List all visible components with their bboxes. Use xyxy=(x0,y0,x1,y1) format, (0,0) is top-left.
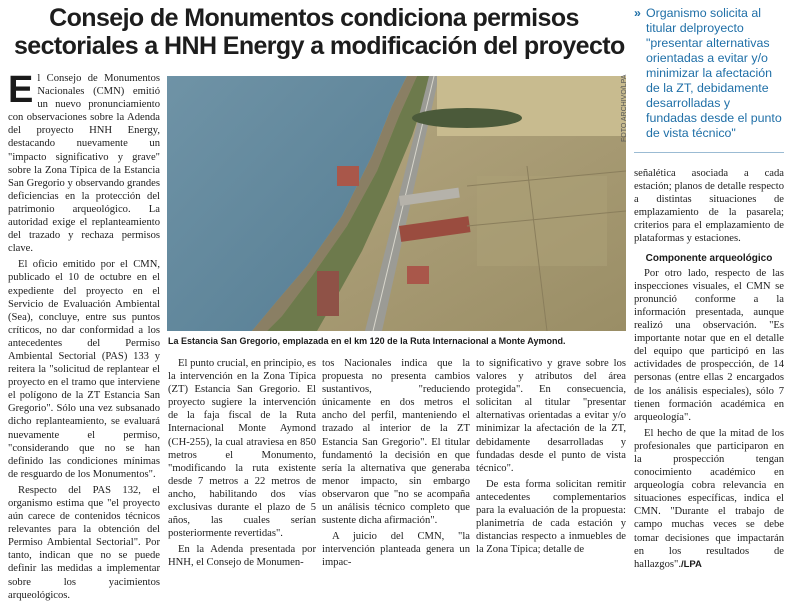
aerial-estancia-photo xyxy=(167,76,626,331)
paragraph: tos Nacionales indica que la propuesta no presenta cambios sustantivos, "reduciendo únicamente en dos metros el ancho del perfil, manteniendo el trazado al interior de la ZT Estancia San Gregorio". El titular fundamentó la decisión en que sería la alternativa que generaba menor impacto, sin embargo observaron que "no se acompaña un análisis técnico completo que sustente dicha afirmación". xyxy=(322,358,470,527)
drop-cap: E xyxy=(8,69,34,111)
photo-credit: FOTO ARCHIVO/LPA xyxy=(621,74,628,142)
paragraph: El Consejo de Monumentos Nacionales (CMN) emitió un nuevo pronunciamiento con observaciones sobre la Adenda del proyecto HNH Energy, destacando nuevamente un "impacto significativo y grave" sobre la Zona Típica de la Estancia San Gregorio y observando grandes deficiencias en la protección del patrimonio arqueológico. La autoridad exige el replanteamiento del trazado y rechaza permisos clave. xyxy=(8,69,160,255)
paragraph: En la Adenda presentada por HNH, el Consejo de Monumen- xyxy=(168,544,316,569)
article-column-5 xyxy=(634,167,784,574)
paragraph: El hecho de que la mitad de los profesionales que participaron en la prospección tengan conocimiento académico en arqueología cobra relevancia en situaciones específicas, indica el CMN. "Durante el trabajo de campo muchas veces se debe tomar decisiones que impactarán en los resultados de hallazgos"./LPA xyxy=(634,427,784,570)
byline-signature: /LPA xyxy=(680,558,702,570)
headline-line-1: Consejo de Monumentos condiciona permisos xyxy=(49,4,579,32)
paragraph: El punto crucial, en principio, es la intervención en la Zona Típica (ZT) Estancia San Gregorio. El proyecto sugiere la intervención de la faja fiscal de la Ruta Internacional Monte Aymond (CH-255), la cual atraviesa en 850 metros el Monumento, "modificando la ruta existente desde 7 metros a 22 metros de ancho, habilitando dos vías exclusivas durante el plazo de 5 años, las cuales serían posteriormente revertidas". xyxy=(168,358,316,540)
paragraph: Por otro lado, respecto de las inspecciones visuales, el CMN se pronunció conforme a la información presentada, aunque realizó una observación. "Es importante notar que en el detalle del equipo que participó en las actividades de prospección, de 14 personas (entre ellas 2 encargados de los análisis especiales), sólo 7 tienen formación académica en arqueología". xyxy=(634,267,784,423)
headline-line-2: sectoriales a HNH Energy a modificación del proyecto xyxy=(14,32,625,60)
section-subheading: Componente arqueológico xyxy=(645,252,773,264)
paragraph: to significativo y grave sobre los valores y atributos del área protegida". En consecuencia, solicitan al titular "presentar alternativas orientadas a evitar y/o minimizar la afectación de la ZT, debidamente desarrolladas y fundadas desde el punto de vista técnico". xyxy=(476,358,626,474)
divider xyxy=(634,152,784,153)
paragraph: Respecto del PAS 132, el organismo estima que "el proyecto aún carece de contenidos técnicos relevantes para la obtención del Permiso Ambiental Sectorial". Por tanto, indican que no se puede definir las medidas a implementar sobre los yacimientos arqueológicos. xyxy=(8,484,160,601)
paragraph: El oficio emitido por el CMN, publicado el 10 de octubre en el expediente del proyecto en el Servicio de Evaluación Ambiental (Sea), concluye, entre sus puntos críticos, no dar conformidad a los antecedentes del Permiso Ambiental Sectorial (PAS) 133 y reitera la "solicitud de replantear el proyecto en el tramo que interviene el polígono de la ZT Estancia San Gregorio". Sólo una vez subsanado dicho replanteamiento, se evaluará nuevamente el permiso, "considerando que no se han definido las condiciones mínimas de resguardo de los Monumentos". xyxy=(8,259,160,480)
pull-quote-text: Organismo solicita al titular delproyecto "presentar alternativas orientadas a evitar y/o minimizar la afectación de la ZT, debidamente desarrolladas y fundadas desde el punto de vista técnico" xyxy=(646,6,782,140)
article-photo xyxy=(167,76,626,331)
headline xyxy=(14,4,625,60)
article-column-2 xyxy=(168,357,316,573)
chevron-right-icon: » xyxy=(634,6,641,20)
article-column-4 xyxy=(476,357,626,559)
photo-caption: La Estancia San Gregorio, emplazada en el km 120 de la Ruta Internacional a Monte Aymond. xyxy=(168,336,566,346)
paragraph: señalética asociada a cada estación; planos de detalle respecto a distintas situaciones de emplazamiento de la pasarela; criterios para el emplazamiento de plataformas y estaciones. xyxy=(634,168,784,245)
pull-quote xyxy=(634,6,784,141)
article-column-1 xyxy=(8,69,160,605)
paragraph: De esta forma solicitan remitir antecedentes complementarios para la evaluación de la propuesta: planimetría de cada estación y distancias respecto a inmuebles de la Zona Típica; detalle de xyxy=(476,478,626,556)
paragraph: A juicio del CMN, "la intervención planteada genera un impac- xyxy=(322,531,470,569)
article-column-3 xyxy=(322,357,470,573)
